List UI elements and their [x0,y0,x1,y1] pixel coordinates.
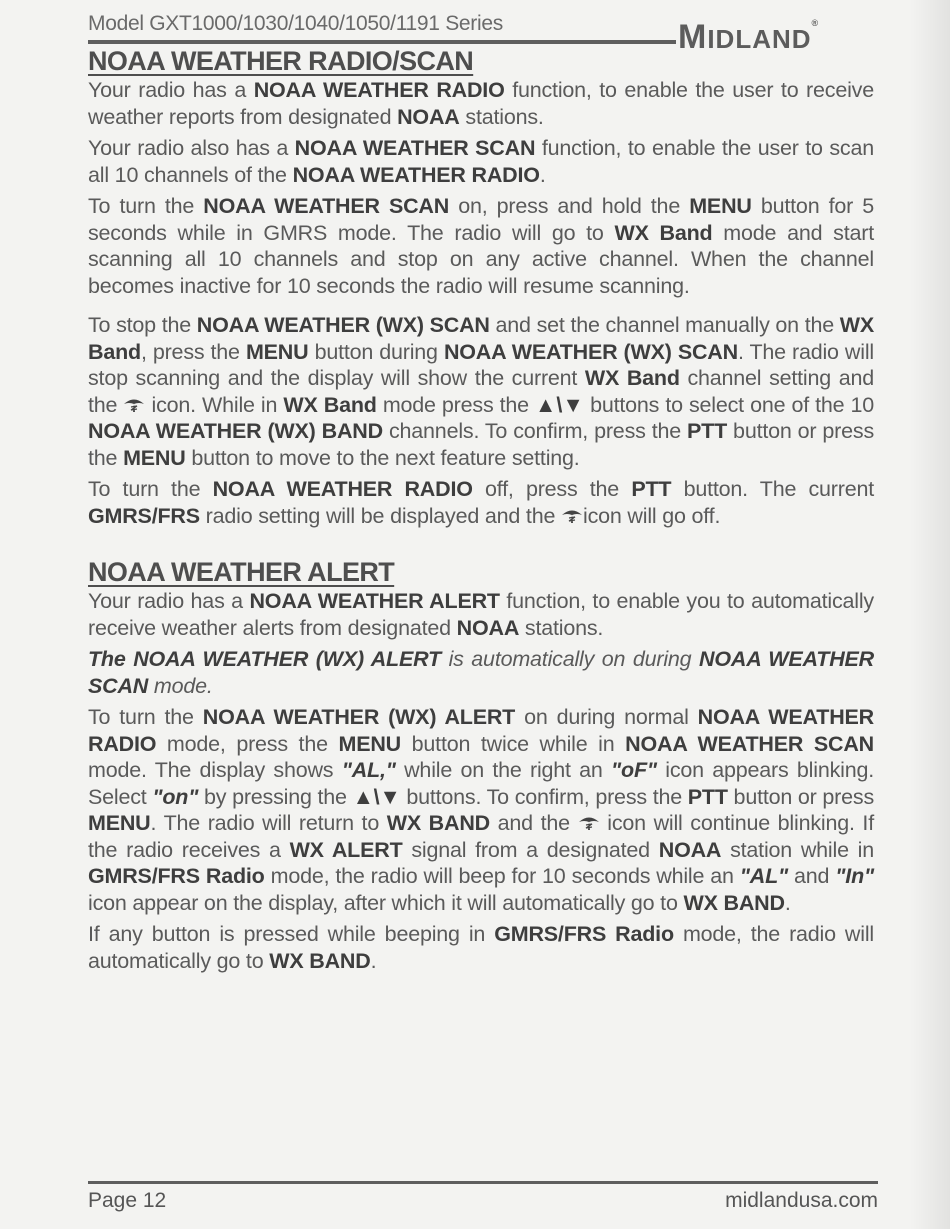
emphasis-text: "AL" [739,864,789,888]
text-run: button to move to the next feature setting. [185,445,580,470]
emphasis-text: PTT [631,477,672,501]
text-run: button for 5 seconds while in GMRS mode. The radio will go to [88,194,874,245]
text-run: button or press the [88,419,874,470]
text-run: icon appear on the display, after which it will automatically go to [88,890,684,915]
paragraph [88,77,874,130]
emphasis-text: The NOAA WEATHER (WX) ALERT [88,647,441,671]
text-run: channel setting and the [88,366,874,417]
emphasis-text: NOAA WEATHER RADIO [253,78,505,102]
emphasis-text: NOAA [658,837,722,862]
emphasis-text: WX BAND [269,948,371,973]
emphasis-text: PTT [687,784,728,809]
emphasis-text: WX BAND [386,811,490,835]
emphasis-text: NOAA WEATHER RADIO [88,705,874,756]
emphasis-text: NOAA WEATHER RADIO [292,162,540,187]
midland-logo: MIDLAND® [678,18,820,56]
text-run: radio setting will be displayed and the [199,503,561,528]
text-run: mode press the [376,392,536,417]
paragraph [88,476,874,529]
text-run: icon appears blinking. Select [88,758,875,809]
emphasis-text: NOAA [456,615,520,640]
emphasis-text: NOAA WEATHER (WX) SCAN [196,313,490,337]
text-run: To turn the [88,194,204,218]
page-number: Page 12 [88,1189,167,1212]
emphasis-text: MENU [338,731,402,756]
text-run: and the [489,811,578,835]
header-rule [88,40,676,44]
paragraph [88,135,874,188]
page-header [88,8,888,56]
text-run: while on the right an [395,758,612,782]
text-run: To turn the [88,477,213,501]
text-run: and [788,864,836,888]
text-run: Your radio also has a [88,136,295,160]
text-run: button during [308,339,444,364]
model-series-title: Model GXT1000/1030/1040/1050/1191 Series [88,12,503,35]
emphasis-text: PTT [687,419,728,443]
text-run: function, to enable the user to scan all 10 channels of the [88,136,874,187]
scan-shadow [910,0,950,1229]
emphasis-text: WX Band [584,366,680,390]
text-run: on, press and hold the [449,194,690,218]
text-run: by pressing the [198,784,353,809]
emphasis-text: NOAA WEATHER (WX) BAND [88,419,383,443]
emphasis-text: WX BAND [683,890,785,915]
emphasis-text: NOAA WEATHER RADIO [212,477,473,501]
paragraph [88,588,874,641]
emphasis-text: NOAA WEATHER SCAN [203,194,450,218]
emphasis-text: WX Band [283,392,377,417]
emphasis-text: WX Band [614,220,713,245]
text-run: . The radio will return to [150,811,387,835]
paragraph [88,193,874,299]
text-run: mode, the radio will beep for 10 seconds while an [264,864,740,888]
emphasis-text: "on" [152,784,199,809]
text-run: icon will continue blinking. If the radio receives a [88,811,874,862]
text-run: buttons. To confirm, press the [400,784,688,809]
website: midlandusa.com [725,1189,878,1212]
section-heading: NOAA WEATHER RADIO/SCAN [88,46,474,76]
emphasis-text: "In" [835,864,874,888]
text-run: station while in [721,837,874,862]
text-run: icon. While in [145,392,284,417]
text-run: off, press the [472,477,632,501]
emphasis-text: MENU [245,339,309,364]
text-run: mode, press the [156,731,339,756]
text-run: . [784,890,791,915]
text-run: mode and start scanning all 10 channels and stop on any active channel. When the channel becomes inactive for 10 seconds the radio will resume scanning. [88,220,874,298]
page-content [88,46,874,974]
text-run: Your radio has a [88,589,250,613]
emphasis-text: NOAA WEATHER SCAN [88,647,874,698]
text-run: button or press [727,784,874,809]
emphasis-text: GMRS/FRS [88,503,200,528]
emphasis-text: WX Band [88,313,874,364]
text-run: function, to enable you to automatically receive weather alerts from designated [88,589,874,640]
emphasis-text: ▲\▼ [352,784,401,809]
emphasis-text: NOAA [397,104,460,129]
emphasis-text: GMRS/FRS Radio [88,864,265,888]
paragraph [88,312,874,471]
text-run: Your radio has a [88,78,254,102]
emphasis-text: MENU [88,811,151,835]
emphasis-text: is automatically on during [441,647,700,671]
text-run: stations. [519,615,604,640]
emphasis-text: "AL," [341,758,396,782]
text-run: signal from a designated [402,837,659,862]
weather-alert-icon [123,393,145,409]
emphasis-text: "oF" [611,758,657,782]
text-run: . [539,162,546,187]
text-run: , press the [140,339,246,364]
text-run: . The radio will stop scanning and the display will show the current [88,339,874,390]
paragraph [88,704,874,916]
footer-rule [88,1181,878,1184]
emphasis-text: WX ALERT [289,837,403,862]
text-run: stations. [459,104,544,129]
text-run: If any button is pressed while beeping in [88,922,495,946]
text-run: icon will go off. [583,503,721,528]
emphasis-text: MENU [123,445,186,470]
emphasis-text: NOAA WEATHER SCAN [625,731,874,756]
weather-alert-icon [561,504,583,520]
text-run: and set the channel manually on the [489,313,840,337]
text-run: button twice while in [401,731,626,756]
emphasis-text: NOAA WEATHER SCAN [294,136,536,160]
text-run: on during normal [515,705,698,729]
text-run: To stop the [88,313,197,337]
emphasis-text: NOAA WEATHER (WX) ALERT [202,705,516,729]
text-run: mode, the radio will automatically go to [88,922,874,973]
weather-alert-icon [578,811,600,827]
emphasis-text: NOAA WEATHER (WX) SCAN [443,339,738,364]
section-heading: NOAA WEATHER ALERT [88,557,395,587]
emphasis-text: mode. [148,673,213,698]
text-run: buttons to select one of the 10 [583,392,875,417]
text-run: function, to enable the user to receive weather reports from designated [88,78,874,129]
text-run: channels. To confirm, press the [382,419,688,443]
text-run: button. The current [671,477,874,501]
emphasis-text: GMRS/FRS Radio [494,922,674,946]
text-run: To turn the [88,705,203,729]
emphasis-text: NOAA WEATHER ALERT [249,589,500,613]
paragraph [88,646,874,699]
emphasis-text: ▲\▼ [535,392,584,417]
paragraph [88,921,874,974]
text-run: mode. The display shows [88,758,342,782]
text-run: . [370,948,377,973]
emphasis-text: MENU [689,194,752,218]
